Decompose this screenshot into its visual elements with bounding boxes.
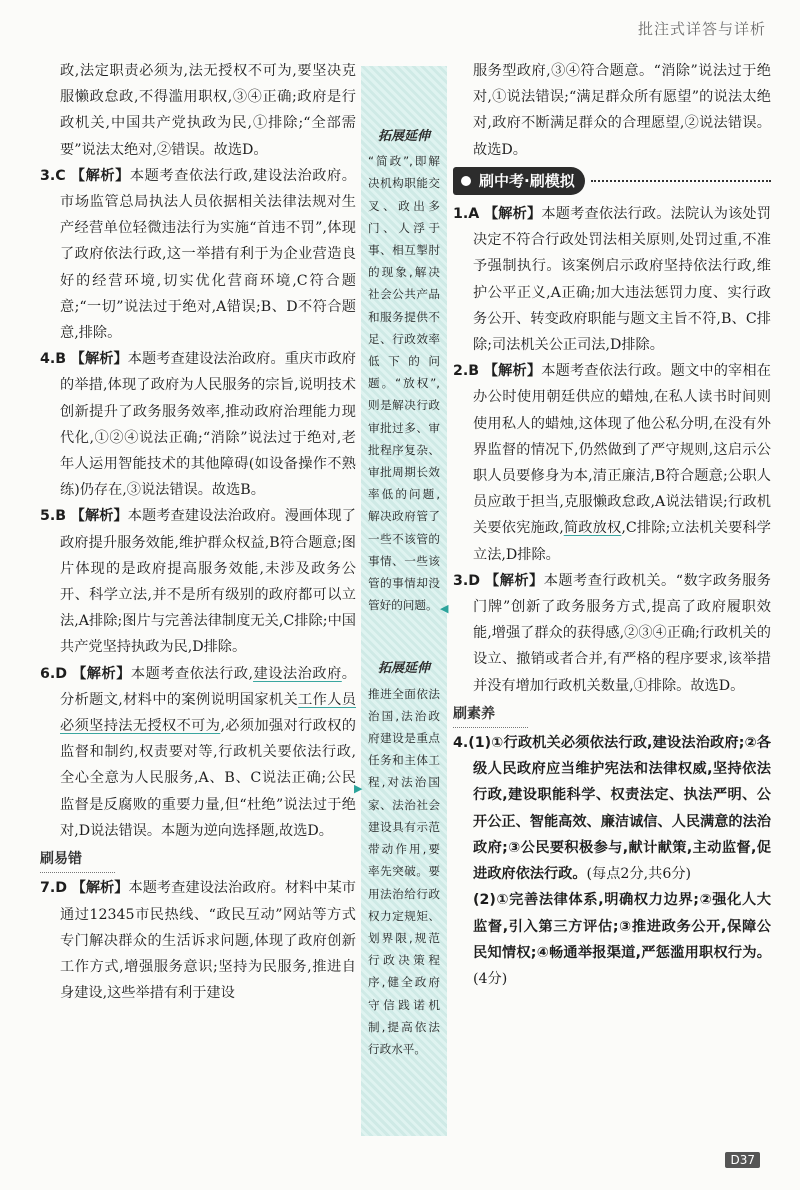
mock-answer-2	[453, 358, 771, 568]
quality-answer-4-score1: (每点2分,共6分)	[586, 866, 692, 883]
answer-3-number: 3.C	[40, 167, 66, 184]
mock-answer-3-text: 本题考查行政机关。“数字政务服务门牌”创新了政务服务方式,提高了政府履职效能,增强了群众的获得感,②③④正确;行政机关的设立、撤销或者合并,有严格的程序要求,该举措并没有增加行政机关数量,①排除。故选D。	[473, 572, 771, 694]
banner-badge-icon	[459, 174, 473, 188]
page-number: D37	[725, 1152, 760, 1168]
answer-6-text-pre: 本题考查依法行政,	[130, 665, 254, 682]
quality-answer-4-number: 4.	[453, 735, 469, 752]
answer-3	[40, 163, 356, 346]
analysis-tag: 【解析】	[71, 880, 129, 897]
sidebar-title-1: 拓展延伸	[377, 129, 430, 144]
mock-answer-3-number: 3.D	[453, 572, 481, 589]
section-heading-error: 刷易错	[40, 846, 115, 873]
answer-4-text: 本题考查建设法治政府。重庆市政府的举措,体现了政府为人民服务的宗旨,说明技术创新提升了政务服务效率,推动政府治理能力现代化,①②④说法正确;“消除”说法过于绝对,老年人运用智能技术的其他障碍(如设备操作不熟练)仍存在,③说法错误。故选B。	[60, 351, 356, 499]
answer-6-underline-1: 建设法治政府	[253, 665, 342, 682]
pointer-arrow-left-icon: ◀	[440, 602, 449, 615]
quality-answer-4-part2: (2)①完善法律体系,明确权力边界;②强化人大监督,引入第三方评估;③推进政务公开,保障公民知情权;④畅通举报渠道,严惩滥用职权行为。	[473, 892, 771, 961]
quality-answer-4-part2-para	[453, 887, 771, 992]
mock-answer-2-text-post: ,C排除;立法机关要科学立法,D排除。	[473, 520, 771, 563]
sidebar-extension-panel	[361, 66, 447, 1136]
answer-3-text: 本题考查依法行政,建设法治政府。市场监管总局执法人员依据相关法律法规对生产经营单位轻微违法行为实施“首违不罚”,体现了政府依法行政,这一举措有利于为企业营造良好的经营环境,切实优化营商环境,C符合题意;“一切”说法过于绝对,A错误;B、D不符合题意,排除。	[60, 167, 356, 342]
mock-answer-2-text-pre: 本题考查依法行政。题文中的宰相在办公时使用朝廷供应的蜡烛,在私人读书时间则使用私人的蜡烛,这体现了他公私分明,在没有外界监督的情况下,仍然做到了严守规则,这启示公职人员要修身为本,清正廉洁,B符合题意;公职人员应敢于担当,克服懒政怠政,A说法错误;行政机关要依宪施政,	[473, 363, 771, 537]
answer-6-text-mid: 。分析题文,材料中的案例说明国家机关	[60, 665, 356, 708]
banner-divider	[591, 180, 771, 182]
mock-answer-1	[453, 201, 771, 358]
mock-answer-1-number: 1.A	[453, 206, 480, 223]
analysis-tag: 【解析】	[483, 363, 542, 380]
right-column	[453, 58, 771, 992]
analysis-tag: 【解析】	[70, 167, 130, 184]
answer-7-number: 7.D	[40, 880, 68, 897]
answer-7-text: 本题考查建设法治政府。材料中某市通过12345市民热线、“政民互动”网站等方式专门解决群众的生活诉求问题,体现了政府创新工作方式,增强服务意识;坚持为民服务,推进自身建设,这些举措有利于建设	[60, 880, 356, 1002]
quality-answer-4-part1: (1)①行政机关必须依法行政,建设法治政府;②各级人民政府应当维护宪法和法律权威,坚持依法行政,建设职能科学、权责法定、执法严明、公开公正、智能高效、廉洁诚信、人民满意的法治政府;③公民要积极参与,献计献策,主动监督,促进政府依法行政。	[468, 735, 771, 883]
answer-6-text-post: ,必须加强对行政权的监督和制约,权责要对等,行政机关要依法行政,全心全意为人民服务,A、B、C说法正确;公民监督是反腐败的重要力量,但“杜绝”说法过于绝对,D说法错误。本题为逆向选择题,故选D。	[60, 718, 356, 839]
mock-answer-1-text: 本题考查依法行政。法院认为该处罚决定不符合行政处罚法相关原则,处罚过重,不准予强制执行。该案例启示政府坚持依法行政,维护公平正义,A正确;加大违法惩罚力度、实行政务公开、转变政府职能与题文主旨不符,B、C排除;司法机关公正司法,D排除。	[473, 206, 771, 354]
mock-answer-2-number: 2.B	[453, 363, 480, 380]
mock-answer-3	[453, 568, 771, 699]
answer-5-text: 本题考查建设法治政府。漫画体现了政府提升服务效能,维护群众权益,B符合题意;图片体现的是政府提高服务效能,未涉及政务公开、科学立法,并不是所有级别的政府都可以立法,A排除;图片与完善法律制度无关,C排除;中国共产党坚持执政为民,D排除。	[60, 508, 356, 656]
sidebar-title-2: 拓展延伸	[377, 661, 430, 677]
section-heading-quality: 刷素养	[453, 701, 528, 728]
answer-4-number: 4.B	[40, 351, 67, 368]
analysis-tag: 【解析】	[72, 665, 131, 682]
page-header-title: 批注式详答与详析	[637, 20, 766, 38]
analysis-tag: 【解析】	[70, 508, 128, 525]
answer-5	[40, 503, 356, 660]
analysis-tag: 【解析】	[70, 351, 128, 368]
mock-answer-2-underline: 简政放权	[563, 520, 622, 537]
sidebar-text-1: “简政”,即解决机构职能交叉、政出多门、人浮于事、相互掣肘的现象,解决社会公共产品和服务提供不足、行政效率低下的问题。“放权”,则是解决行政审批过多、审批程序复杂、审批周期长效率低的问题,解决政府管了一些不该管的事情、一些该管的事情却没管好的问题。	[368, 154, 440, 613]
quality-answer-4	[453, 730, 771, 887]
sidebar-text-2: 推进全面依法治国,法治政府建设是重点任务和主体工程,对法治国家、法治社会建设具有示范带动作用,要率先突破。要用法治给行政权力定规矩、划界限,规范行政决策程序,健全政府守信践诺机制,提高依法行政水平。	[368, 686, 440, 1056]
banner-title: 刷中考·刷模拟	[453, 167, 585, 195]
answer-6-number: 6.D	[40, 665, 68, 682]
quality-answer-4-score2: (4分)	[473, 970, 508, 987]
left-continued-paragraph: 政,法定职责必须为,法无授权不可为,要坚决克服懒政怠政,不得滥用职权,③④正确;政府是行政机关,中国共产党执政为民,①排除;“全部需要”说法太绝对,②错误。故选D。	[60, 63, 356, 158]
pointer-arrow-right-icon: ▶	[354, 782, 363, 795]
answer-4	[40, 346, 356, 503]
answer-7	[40, 875, 356, 1006]
analysis-tag: 【解析】	[485, 572, 544, 589]
left-column	[40, 58, 356, 1006]
analysis-tag: 【解析】	[483, 206, 542, 223]
answer-5-number: 5.B	[40, 508, 67, 525]
section-banner	[453, 167, 771, 195]
answer-6	[40, 661, 356, 844]
right-continued-paragraph: 服务型政府,③④符合题意。“消除”说法过于绝对,①说法错误;“满足群众所有愿望”的说法太绝对,政府不断满足群众的合理愿望,②说法错误。故选D。	[473, 63, 771, 158]
answer-6-underline-2: 工作人员必须坚持法无授权不可为	[60, 691, 356, 735]
